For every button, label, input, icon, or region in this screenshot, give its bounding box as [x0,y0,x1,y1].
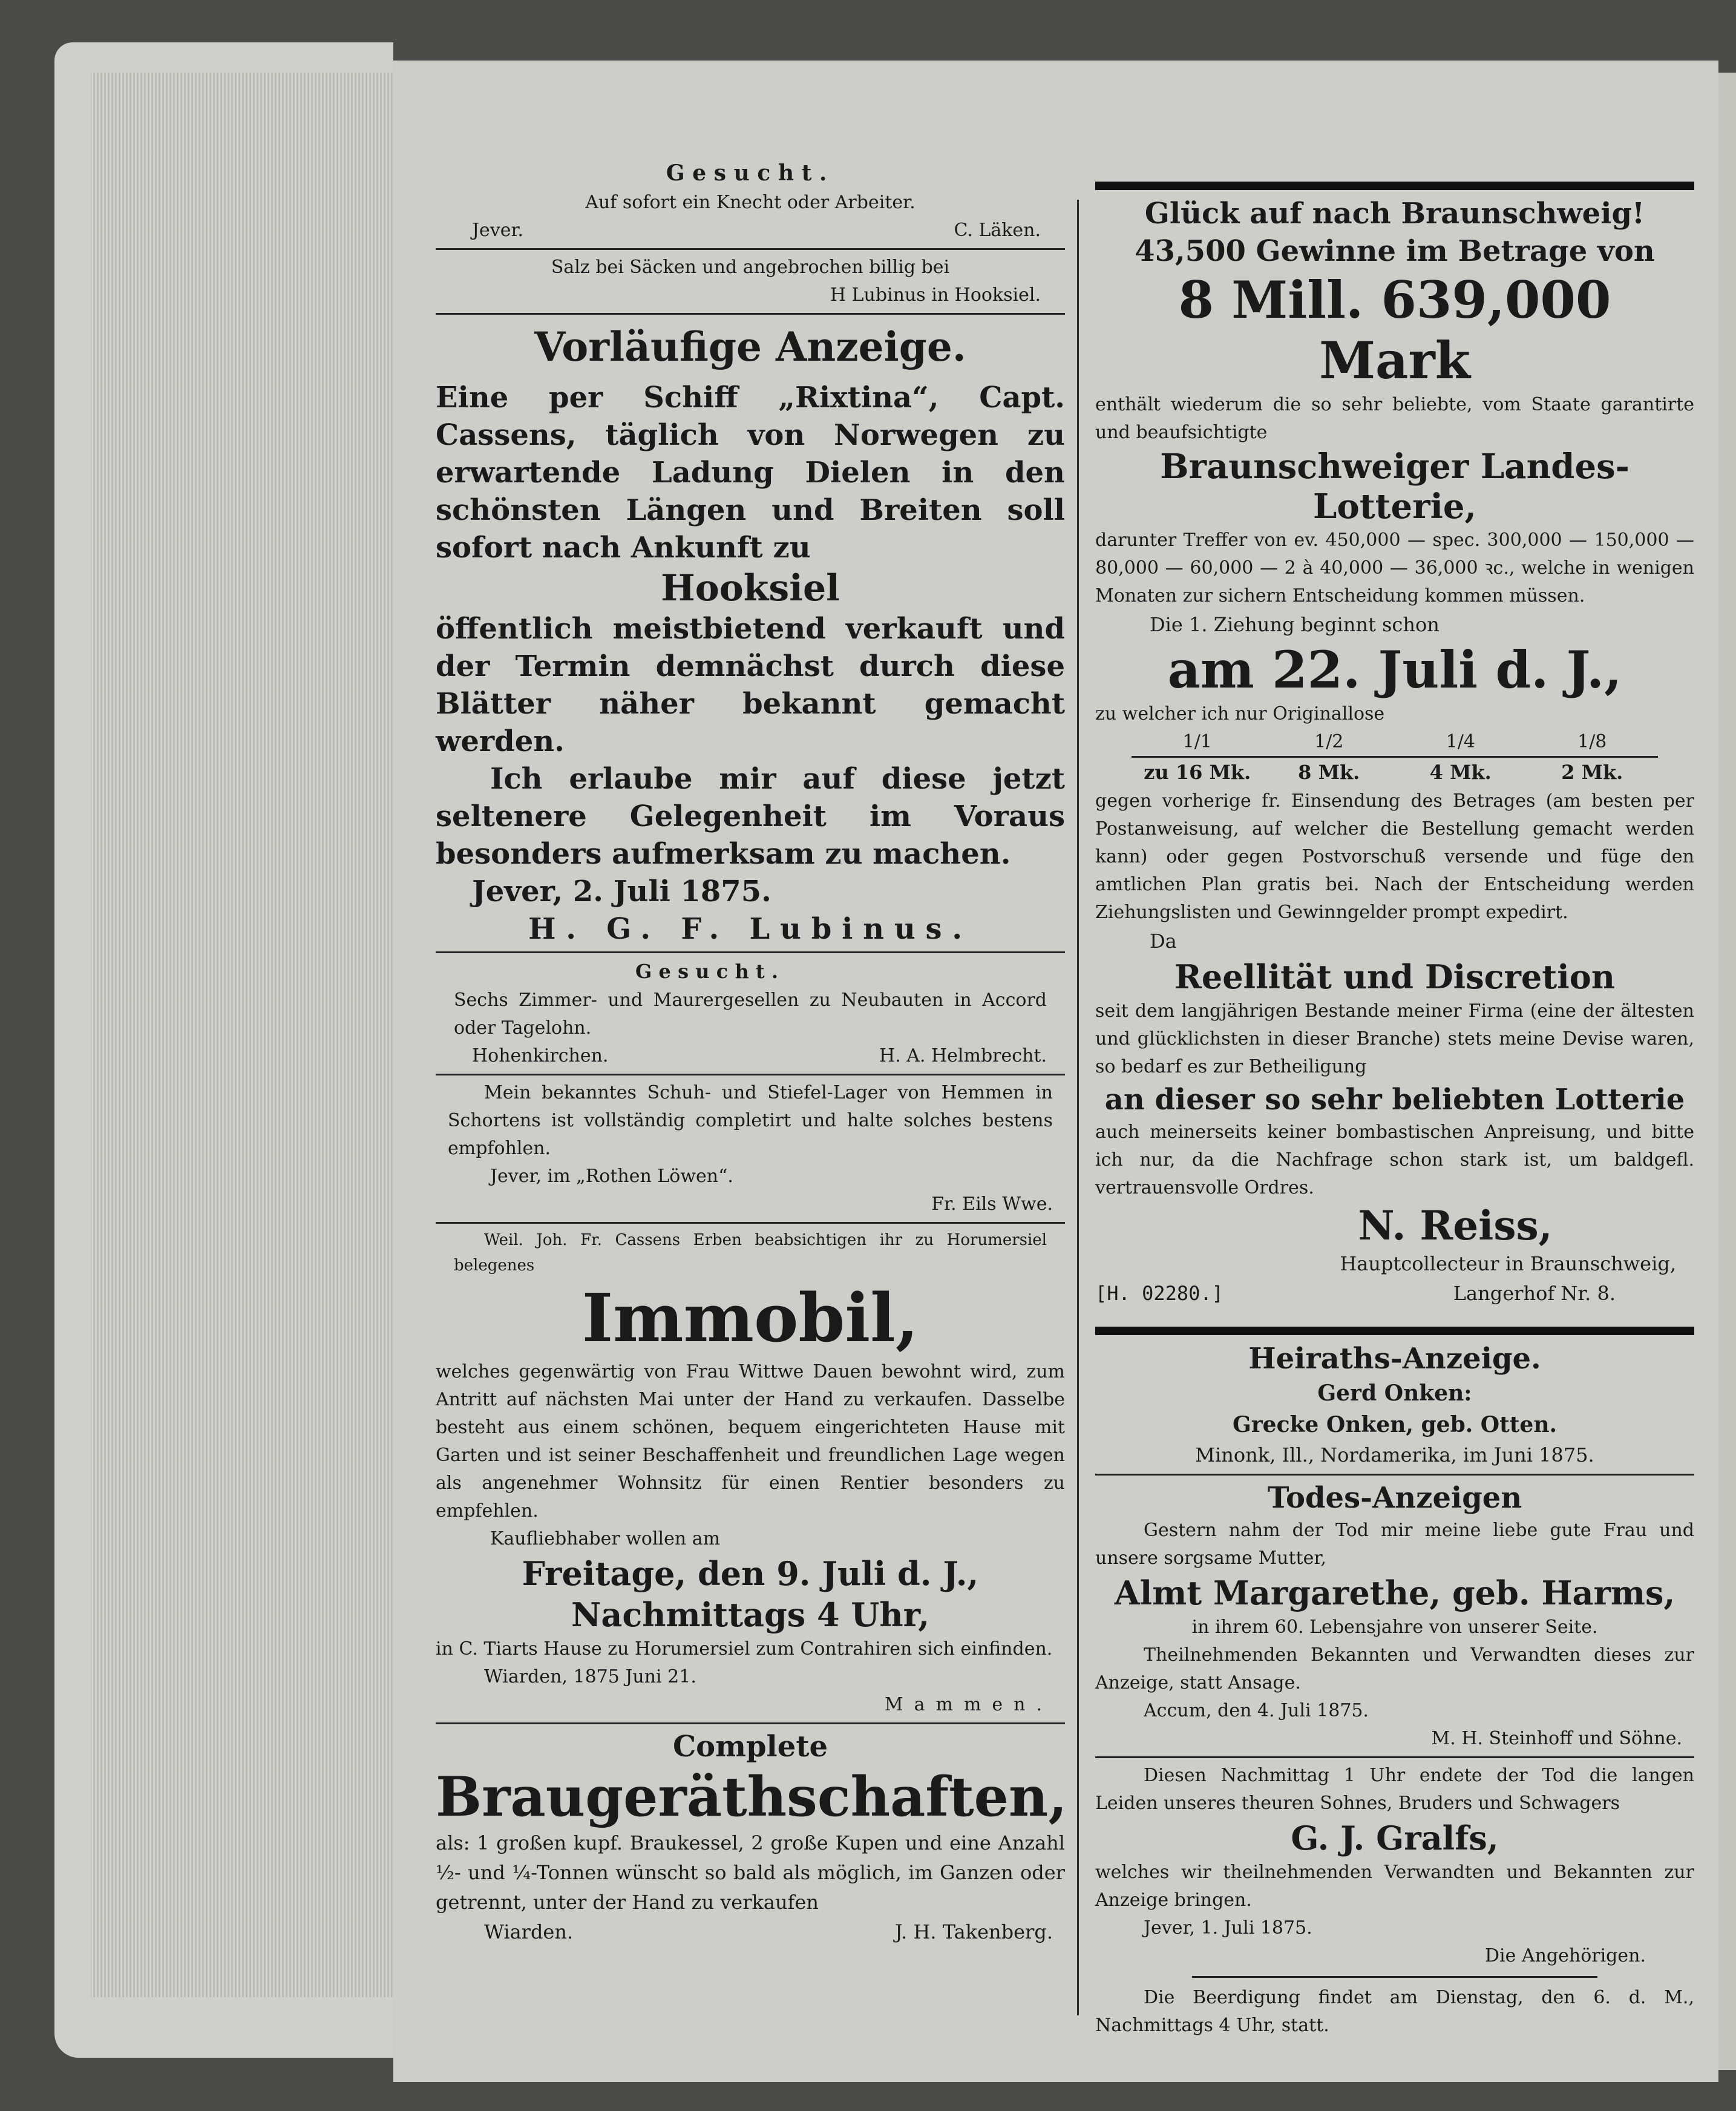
price: 2 Mk. [1561,761,1623,784]
price: zu 16 Mk. [1144,761,1251,784]
ad-heading: Heiraths-Anzeige. [1248,1342,1541,1376]
ad-name: J. H. Takenberg. [894,1920,1053,1943]
divider [436,1722,1065,1724]
divider [436,1074,1065,1075]
ad-place: Hohenkirchen. [472,1045,609,1066]
ad-gesucht-knecht [436,157,1065,245]
ad-text: auch meinerseits keiner bombastischen Anpreisung, und bitte ich nur, da die Nachfrage schon stark ist, um baldgefl. vertrauensvolle Ordres. [1095,1121,1694,1198]
ad-date: Freitage, den 9. Juli d. J., [522,1554,979,1593]
ad-place: Wiarden. [484,1920,574,1943]
ad-text: als: 1 großen kupf. Braukessel, 2 große Kupen und eine Anzahl ½- und ¼-Tonnen wünscht so bald als möglich, im Ganzen oder getrennt, unter der Hand zu verkaufen [436,1831,1065,1914]
column-divider [1077,200,1079,2015]
divider [436,951,1065,953]
ad-footer [436,1042,1065,1070]
price-row [1132,758,1658,787]
ad-text: Eine per Schiff „Rixtina“, Capt. Cassens, täglich von Norwegen zu erwartende Ladung Dielen in den schönsten Längen und Breiten soll sofort nach Ankunft zu [436,381,1065,565]
price: 4 Mk. [1429,761,1492,784]
divider [1192,1976,1597,1978]
ad-heading: Gesucht. [635,960,785,983]
ad-heading: Glück auf nach Braunschweig! [1144,197,1645,231]
ad-place: Jever, im „Rothen Löwen“. [490,1166,733,1187]
ad-place-highlight: Hooksiel [661,567,840,609]
ad-gesucht-gesellen [436,957,1065,1070]
right-page-edge [1718,73,1736,2070]
divider [1095,1474,1694,1476]
ad-footer [1095,1279,1694,1308]
divider [1095,1756,1694,1758]
ad-name: Gerd Onken: [1317,1381,1472,1406]
ad-lotterie [1095,195,1694,1308]
ad-name: H. A. Helmbrecht. [879,1045,1047,1066]
divider [436,248,1065,250]
ad-footer [436,217,1065,245]
ad-signature: H. G. F. Lubinus. [528,912,972,946]
ad-text: seit dem langjährigen Bestande meiner Firma (eine der ältesten und glücklichsten in dieser Branche) stets meine Devise waren, so bedarf es zur Betheiligung [1095,1000,1694,1077]
fraction: 1/4 [1446,731,1475,752]
divider [436,313,1065,315]
ad-place: Wiarden, 1875 Juni 21. [484,1666,696,1687]
page-stack-edges [91,73,397,1997]
ad-heading: Braugeräthschaften, [436,1765,1067,1829]
ad-text: öffentlich meistbietend verkauft und der Termin demnächst durch diese Blätter näher bekannt gemacht werden. [436,612,1065,758]
ad-text: in C. Tiarts Hause zu Horumersiel zum Contrahiren sich einfinden. [436,1638,1053,1660]
ad-vorlaeufige-anzeige [436,323,1065,948]
ad-text: darunter Treffer von ev. 450,000 — spec. 300,000 — 150,000 — 80,000 — 60,000 — 2 à 40,000 — 36,000 ꝛc., welche in wenigen Monaten zur sichern Entscheidung kommen müssen. [1095,530,1694,606]
ad-text: Die Beerdigung findet am Dienstag, den 6. d. M., Nachmittags 4 Uhr, statt. [1095,1987,1694,2036]
ad-pre-heading: Complete [672,1730,828,1764]
ad-signature: Die Angehörigen. [1484,1945,1646,1966]
ad-footer [436,1917,1065,1947]
ad-deceased-name: Almt Margarethe, geb. Harms, [1114,1574,1675,1612]
ad-signature: M. H. Steinhoff und Söhne. [1431,1728,1682,1749]
fraction: 1/8 [1577,731,1607,752]
ad-text: Ich erlaube mir auf diese jetzt seltenere Gelegenheit im Voraus besonders aufmerksam zu machen. [436,762,1065,871]
ad-title: Hauptcollecteur in Braunschweig, [1340,1252,1676,1275]
ad-text: Sechs Zimmer- und Maurergesellen zu Neubauten in Accord oder Tagelohn. [454,990,1047,1039]
thick-divider [1095,1327,1694,1335]
newspaper-page [393,61,1718,2082]
ad-schuh-lager [436,1079,1065,1218]
left-column [436,157,1065,1947]
ad-text: Gestern nahm der Tod mir meine liebe gute Frau und unsere sorgsame Mutter, [1095,1520,1694,1569]
ad-time: Nachmittags 4 Uhr, [571,1595,930,1634]
ad-name: Fr. Eils Wwe. [931,1193,1053,1215]
ad-text: Auf sofort ein Knecht oder Arbeiter. [585,192,915,213]
fraction: 1/2 [1314,731,1344,752]
ad-text: Die 1. Ziehung beginnt schon [1150,613,1440,636]
ad-firm: N. Reiss, [1358,1202,1553,1249]
ad-text: Mein bekanntes Schuh- und Stiefel-Lager von Hemmen in Schortens ist vollständig completirt und halte solches bestens empfohlen. [448,1082,1053,1159]
ad-heirats-anzeige [1095,1340,1694,1470]
ad-place: Minonk, Ill., Nordamerika, im Juni 1875. [1195,1443,1594,1466]
ad-code: [H. 02280.] [1095,1282,1223,1305]
ad-text: welches gegenwärtig von Frau Wittwe Dauen bewohnt wird, zum Antritt auf nächsten Mai unter der Hand zu verkaufen. Dasselbe besteht aus einem schönen, bequem eingerichteten Hause mit Garten und ist seiner Beschaffenheit und freundlichen Lage wegen als angenehmer Wohnsitz für einen Rentier besonders zu empfehlen. [436,1361,1065,1522]
ad-text: H Lubinus in Hooksiel. [830,284,1041,306]
ad-place: Jever, 1. Juli 1875. [1144,1917,1312,1939]
ad-address: Langerhof Nr. 8. [1453,1282,1616,1305]
ad-salz [436,254,1065,309]
ad-amount: 8 Mill. 639,000 Mark [1178,270,1611,390]
ad-immobil [436,1227,1065,1719]
ad-subheading: 43,500 Gewinne im Betrage von [1135,234,1655,268]
thick-divider [1095,182,1694,190]
ad-name: C. Läken. [954,220,1041,241]
ad-highlight: an dieser so sehr beliebten Lotterie [1104,1083,1685,1117]
price: 8 Mk. [1298,761,1360,784]
ad-text: Weil. Joh. Fr. Cassens Erben beabsichtigen ihr zu Horumersiel belegenes [454,1231,1047,1275]
ad-text: Da [1150,930,1177,953]
ad-date: Jever, 2. Juli 1875. [472,875,771,908]
ad-text: Theilnehmenden Bekannten und Verwandten dieses zur Anzeige, statt Ansage. [1095,1644,1694,1693]
ad-text: Salz bei Säcken und angebrochen billig bei [551,257,950,278]
divider [436,1222,1065,1224]
fraction-row [1132,728,1658,758]
ad-heading: Gesucht. [666,160,835,186]
right-column [1095,157,1694,2040]
ad-text: gegen vorherige fr. Einsendung des Betrages (am besten per Postanweisung, auf welcher die Bestellung gemacht werden kann) oder gegen Postvorschuß versende und füge den amtlichen Plan gratis bei. Nach der Entscheidung werden Ziehungslisten und Gewinngelder prompt expedirt. [1095,790,1694,923]
ad-text: welches wir theilnehmenden Verwandten und Bekannten zur Anzeige bringen. [1095,1862,1694,1911]
ad-highlight: Reellität und Discretion [1174,957,1616,996]
ad-text: enthält wiederum die so sehr beliebte, vom Staate garantirte und beaufsichtigte [1095,394,1694,443]
ad-braugeraethschaften [436,1728,1065,1947]
ad-heading: Vorläufige Anzeige. [534,323,966,370]
fraction: 1/1 [1182,731,1212,752]
ad-text: in ihrem 60. Lebensjahre von unserer Seite. [1191,1617,1598,1638]
ad-text: zu welcher ich nur Originallose [1095,703,1385,724]
ad-text: Diesen Nachmittag 1 Uhr endete der Tod die langen Leiden unseres theuren Sohnes, Bruders und Schwagers [1095,1765,1694,1814]
ad-lottery-name: Braunschweiger Landes-Lotterie, [1160,447,1630,527]
ad-name: Grecke Onken, geb. Otten. [1232,1412,1557,1437]
ad-heading: Todes-Anzeigen [1267,1481,1522,1515]
ad-heading: Immobil, [581,1279,919,1357]
ad-deceased-name: G. J. Gralfs, [1291,1819,1499,1857]
ad-place: Accum, den 4. Juli 1875. [1144,1700,1369,1721]
ad-name: Mammen. [884,1694,1053,1715]
ad-draw-date: am 22. Juli d. J., [1167,640,1622,700]
ad-place: Jever. [472,220,524,241]
ad-todes-anzeige-1 [1095,1479,1694,1753]
ad-todes-anzeige-2 [1095,1762,1694,2040]
ad-text: Kaufliebhaber wollen am [490,1528,721,1549]
